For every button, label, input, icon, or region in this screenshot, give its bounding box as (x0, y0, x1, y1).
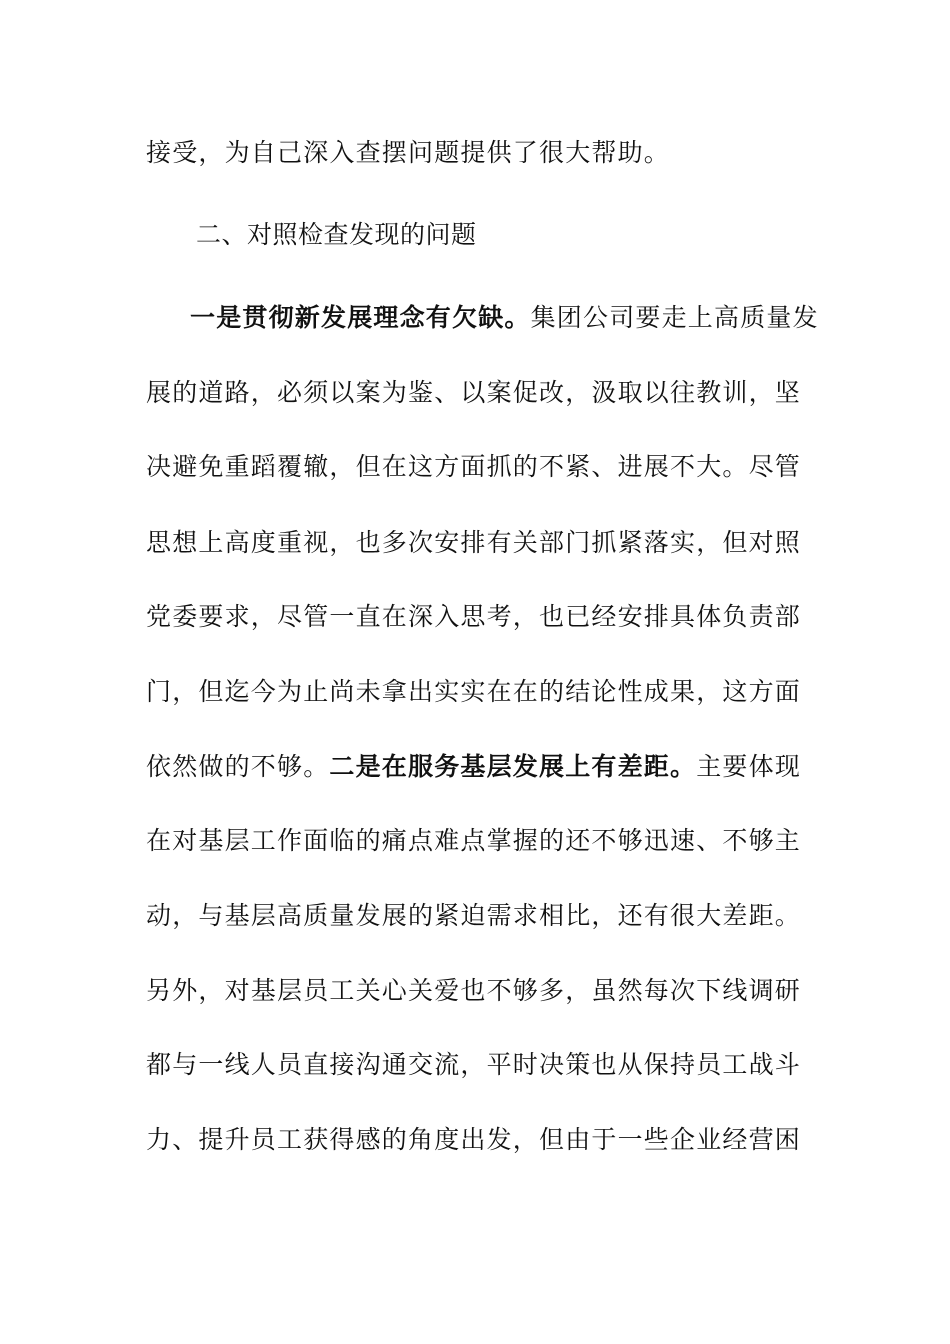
line-11-text: 动，与基层高质量发展的紧迫需求相比，还有很大差距。 (146, 901, 802, 930)
text-line-5 (146, 450, 806, 484)
text-line-13 (146, 1048, 806, 1082)
line-14-text: 力、提升员工获得感的角度出发，但由于一些企业经营困 (146, 1125, 802, 1154)
text-line-1 (146, 136, 806, 170)
line-13-text: 都与一线人员直接沟通交流，平时决策也从保持员工战斗 (146, 1050, 802, 1079)
line-4-text: 展的道路，必须以案为鉴、以案促改，汲取以往教训，坚 (146, 378, 802, 407)
point-two-title: 二是在服务基层发展上有差距。 (329, 752, 697, 781)
text-line-14 (146, 1123, 806, 1157)
line-5-text: 决避免重蹈覆辙，但在这方面抓的不紧、进展不大。尽管 (146, 452, 802, 481)
section-heading-text: 二、对照检查发现的问题 (196, 220, 477, 249)
line-6-text: 思想上高度重视，也多次安排有关部门抓紧落实，但对照 (146, 528, 802, 557)
line-8-text: 门，但迄今为止尚未拿出实实在在的结论性成果，这方面 (146, 677, 802, 706)
text-line-7 (146, 600, 806, 634)
line-7-text: 党委要求，尽管一直在深入思考，也已经安排具体负责部 (146, 602, 802, 631)
line-9-text-b: 主要体现 (696, 752, 802, 781)
line-3-text: 集团公司要走上高质量发 (530, 303, 819, 332)
line-9-text-a: 依然做的不够。 (146, 752, 330, 781)
point-one-title: 一是贯彻新发展理念有欠缺。 (190, 303, 531, 332)
text-line-8 (146, 675, 806, 709)
line-1-text: 接受，为自己深入查摆问题提供了很大帮助。 (146, 138, 671, 167)
line-10-text: 在对基层工作面临的痛点难点掌握的还不够迅速、不够主 (146, 826, 802, 855)
line-12-text: 另外，对基层员工关心关爱也不够多，虽然每次下线调研 (146, 976, 802, 1005)
text-line-12 (146, 974, 806, 1008)
text-line-4 (146, 376, 806, 410)
text-line-3 (190, 301, 850, 335)
section-heading (196, 218, 856, 252)
text-line-9 (146, 750, 806, 784)
text-line-11 (146, 899, 806, 933)
text-line-6 (146, 526, 806, 560)
text-line-10 (146, 824, 806, 858)
